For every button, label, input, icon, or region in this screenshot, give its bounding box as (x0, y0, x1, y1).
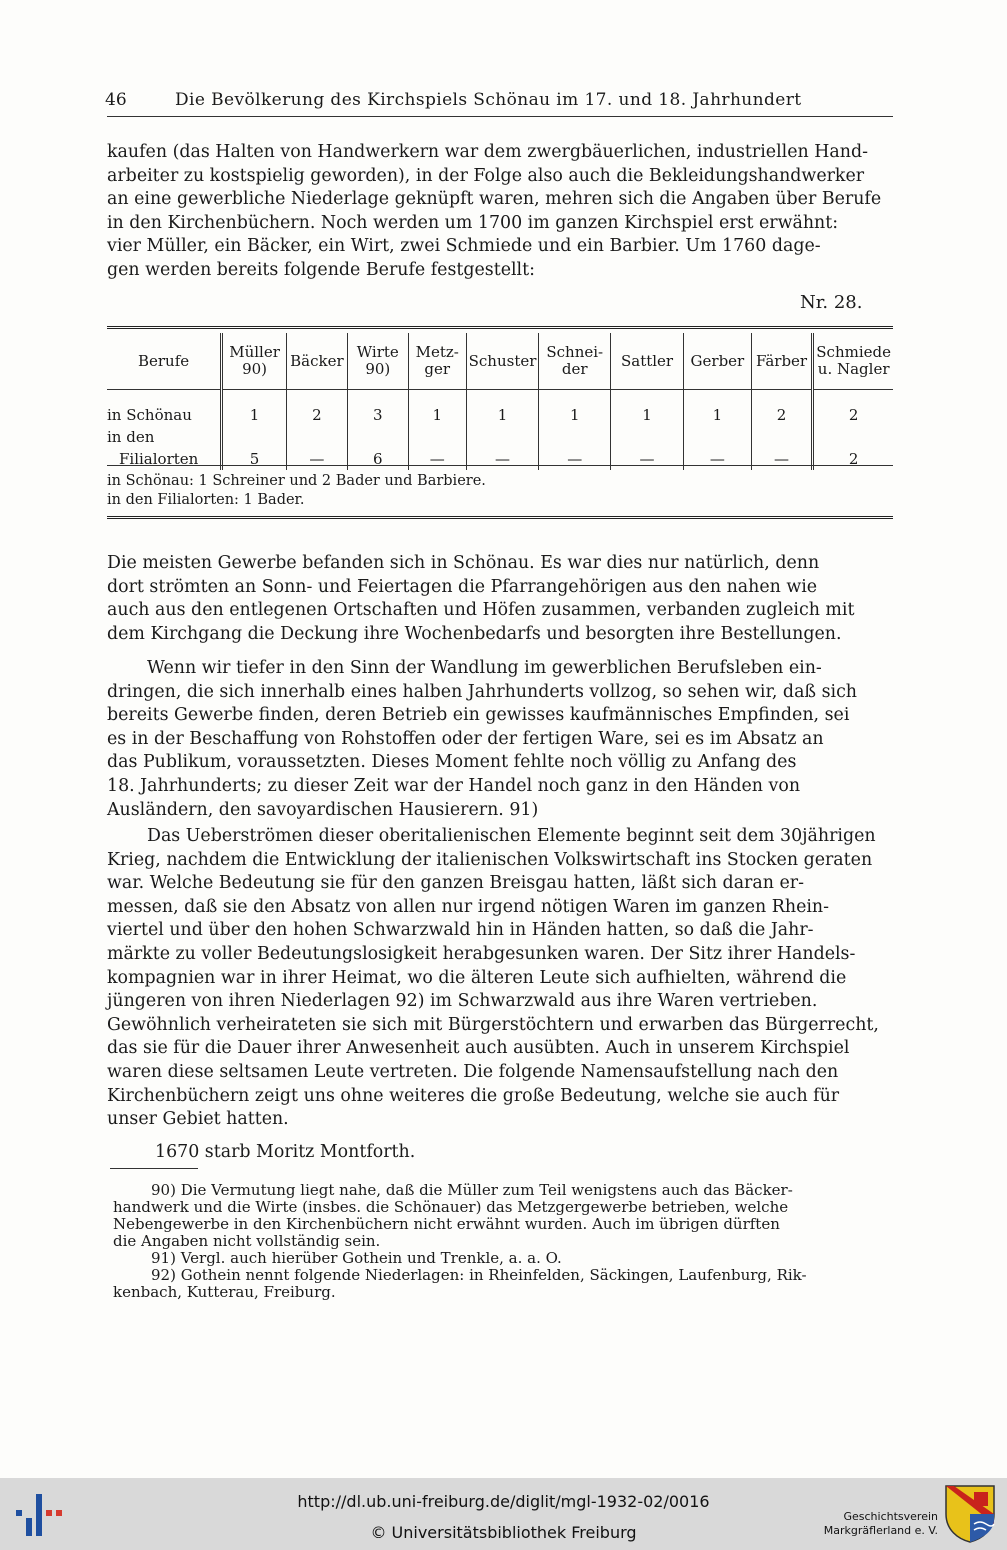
text-line: viertel und über den hohen Schwarzwald hin in Händen hatten, so daß die Jahr- (107, 920, 814, 941)
text-line: Ausländern, den savoyardischen Hausierern. 91) (107, 799, 539, 820)
coat-of-arms-icon (944, 1484, 996, 1544)
text-line: märkte zu voller Bedeutungslosigkeit herabgesunken waren. Der Sitz ihrer Handels- (107, 943, 856, 964)
table-cell: 2 (287, 390, 348, 427)
table-row (107, 426, 893, 448)
text-line: Wenn wir tiefer in den Sinn der Wandlung im gewerblichen Berufsleben ein- (147, 658, 822, 678)
table-cell: 2 (751, 390, 812, 427)
copyright-text: © Universitätsbibliothek Freiburg (370, 1523, 637, 1542)
text-line: arbeiter zu kostspielig geworden), in der Folge also auch die Bekleidungshandwerker (107, 165, 865, 186)
col-header-wirte: Wirte 90) (347, 333, 408, 390)
table-row-rule (107, 465, 893, 466)
table-cell: 2 (813, 390, 893, 427)
table-cell: 2 (813, 448, 893, 470)
table-cell: 1 (222, 390, 287, 427)
footnote-line: kenbach, Kutterau, Freiburg. (113, 1283, 336, 1301)
table-cell (222, 426, 287, 448)
table-cell (684, 426, 752, 448)
paragraph-1 (107, 552, 897, 646)
footnote-line: handwerk und die Wirte (insbes. die Schönauer) das Metzgergewerbe betrieben, welche (113, 1198, 789, 1216)
footnotes (113, 1182, 903, 1301)
text-line: Das Ueberströmen dieser oberitalienischen Elemente beginnt seit dem 30jährigen (147, 826, 876, 846)
table-cell (611, 426, 684, 448)
occupations-table (107, 333, 893, 470)
table-cell (813, 426, 893, 448)
col-header-gerber: Gerber (684, 333, 752, 390)
running-title: Die Bevölkerung des Kirchspiels Schönau im 17. und 18. Jahrhundert (175, 90, 802, 110)
table-cell: — (466, 448, 539, 470)
table-cell: 1 (408, 390, 466, 427)
text-line: bereits Gewerbe finden, deren Betrieb ein gewisses kaufmännisches Empfinden, sei (107, 705, 850, 726)
text-line: dort strömten an Sonn- und Feiertagen die Pfarrangehörigen aus den nahen wie (107, 576, 818, 597)
text-line: war. Welche Bedeutung sie für den ganzen Breisgau hatten, läßt sich daran er- (107, 873, 804, 894)
footnote-rule (110, 1168, 198, 1169)
text-line: Gewöhnlich verheirateten sie sich mit Bürgerstöchtern und erwarben das Bürgerrecht, (107, 1014, 879, 1035)
entry-1670: 1670 starb Moritz Montforth. (155, 1142, 416, 1162)
text-line: auch aus den entlegenen Ortschaften und Höfen zusammen, verbanden zugleich mit (107, 600, 855, 621)
row-label: in den (107, 428, 155, 446)
col-header-schmiede: Schmiede u. Nagler (813, 333, 893, 390)
text-line: 18. Jahrhunderts; zu dieser Zeit war der Handel noch ganz in den Händen von (107, 775, 801, 796)
table-cell: 1 (539, 390, 611, 427)
table-cell (408, 426, 466, 448)
col-header-schuster: Schuster (466, 333, 539, 390)
table-note: in den Filialorten: 1 Bader. (107, 492, 305, 508)
row-label: Filialorten (119, 450, 199, 468)
paragraph-3 (107, 825, 897, 1132)
table-cell: — (539, 448, 611, 470)
text-line: das sie für die Dauer ihrer Anwesenheit auch ausübten. Auch in unserem Kirchspiel (107, 1038, 850, 1059)
table-cell: 6 (347, 448, 408, 470)
table-cell (347, 426, 408, 448)
text-line: jüngeren von ihren Niederlagen 92) im Schwarzwald aus ihre Waren vertrieben. (107, 991, 818, 1012)
row-label: in Schönau (107, 406, 192, 424)
header-rule (107, 116, 893, 117)
text-line: waren diese seltsamen Leute vertreten. Die folgende Namensaufstellung nach den (107, 1061, 839, 1082)
table-row (107, 448, 893, 470)
col-header-sattler: Sattler (611, 333, 684, 390)
source-url-link[interactable]: http://dl.ub.uni-freiburg.de/diglit/mgl-1932-02/0016 (297, 1492, 710, 1511)
publisher-line: Markgräflerland e. V. (823, 1524, 938, 1537)
table-cell (751, 426, 812, 448)
paragraph-2 (107, 657, 897, 822)
col-header-mueller: Müller 90) (222, 333, 287, 390)
table-cell: 5 (222, 448, 287, 470)
col-header-schneider: Schnei- der (539, 333, 611, 390)
table-cell: — (287, 448, 348, 470)
text-line: dringen, die sich innerhalb eines halben Jahrhunderts vollzog, so sehen wir, daß sich (107, 681, 858, 702)
col-header-baecker: Bäcker (287, 333, 348, 390)
text-line: messen, daß sie den Absatz von allen nur irgend nötigen Waren im ganzen Rhein- (107, 896, 830, 917)
text-line: dem Kirchgang die Deckung ihre Wochenbedarfs und besorgten ihre Bestellungen. (107, 623, 842, 644)
table-cell: — (684, 448, 752, 470)
text-line: Krieg, nachdem die Entwicklung der italienischen Volkswirtschaft ins Stocken geraten (107, 849, 873, 870)
table-cell (466, 426, 539, 448)
text-line: kaufen (das Halten von Handwerkern war dem zwergbäuerlichen, industriellen Hand- (107, 142, 868, 162)
text-line: an eine gewerbliche Niederlage geknüpft waren, mehren sich die Angaben über Berufe (107, 189, 882, 210)
text-line: vier Müller, ein Bäcker, ein Wirt, zwei Schmiede und ein Barbier. Um 1760 dage- (107, 236, 821, 257)
text-line: Die meisten Gewerbe befanden sich in Schönau. Es war dies nur natürlich, denn (107, 553, 820, 573)
text-line: Kirchenbüchern zeigt uns ohne weiteres die große Bedeutung, welche sie auch für (107, 1085, 840, 1106)
table-bottom-rule (107, 516, 893, 519)
table-header-row (107, 333, 893, 390)
publisher-line: Geschichtsverein (843, 1510, 938, 1523)
table-cell: — (408, 448, 466, 470)
col-header-berufe: Berufe (107, 333, 222, 390)
text-line: es in der Beschaffung von Rohstoffen oder der fertigen Ware, sei es im Absatz an (107, 728, 824, 749)
footnote-line: 91) Vergl. auch hierüber Gothein und Trenkle, a. a. O. (151, 1249, 562, 1267)
footnote-line: 90) Die Vermutung liegt nahe, daß die Müller zum Teil wenigstens auch das Bäcker- (151, 1181, 793, 1199)
col-header-metzger: Metz- ger (408, 333, 466, 390)
text-line: gen werden bereits folgende Berufe festgestellt: (107, 259, 535, 280)
footnote-line: die Angaben nicht vollständig sein. (113, 1232, 381, 1250)
table-cell: — (751, 448, 812, 470)
text-line: das Publikum, voraussetzten. Dieses Moment fehlte noch völlig zu Anfang des (107, 752, 797, 773)
footnote-line: 92) Gothein nennt folgende Niederlagen: in Rheinfelden, Säckingen, Laufenburg, Rik- (151, 1266, 807, 1284)
table-cell (287, 426, 348, 448)
table-number: Nr. 28. (800, 292, 863, 313)
table-note: in Schönau: 1 Schreiner und 2 Bader und Barbiere. (107, 473, 486, 489)
table-cell (539, 426, 611, 448)
table-top-rule (107, 326, 893, 329)
intro-paragraph (107, 141, 897, 283)
table-cell: 1 (684, 390, 752, 427)
page-number: 46 (105, 90, 127, 110)
table-cell: 3 (347, 390, 408, 427)
text-line: kompagnien war in ihrer Heimat, wo die älteren Leute sich aufhielten, während die (107, 967, 847, 988)
table-row (107, 390, 893, 427)
text-line: in den Kirchenbüchern. Noch werden um 1700 im ganzen Kirchspiel erst erwähnt: (107, 212, 839, 233)
col-header-faerber: Färber (751, 333, 812, 390)
table-cell: — (611, 448, 684, 470)
publisher-name (810, 1510, 938, 1538)
table-cell: 1 (611, 390, 684, 427)
text-line: unser Gebiet hatten. (107, 1109, 289, 1130)
table-cell: 1 (466, 390, 539, 427)
footnote-line: Nebengewerbe in den Kirchenbüchern nicht erwähnt wurden. Auch im übrigen dürften (113, 1215, 780, 1233)
